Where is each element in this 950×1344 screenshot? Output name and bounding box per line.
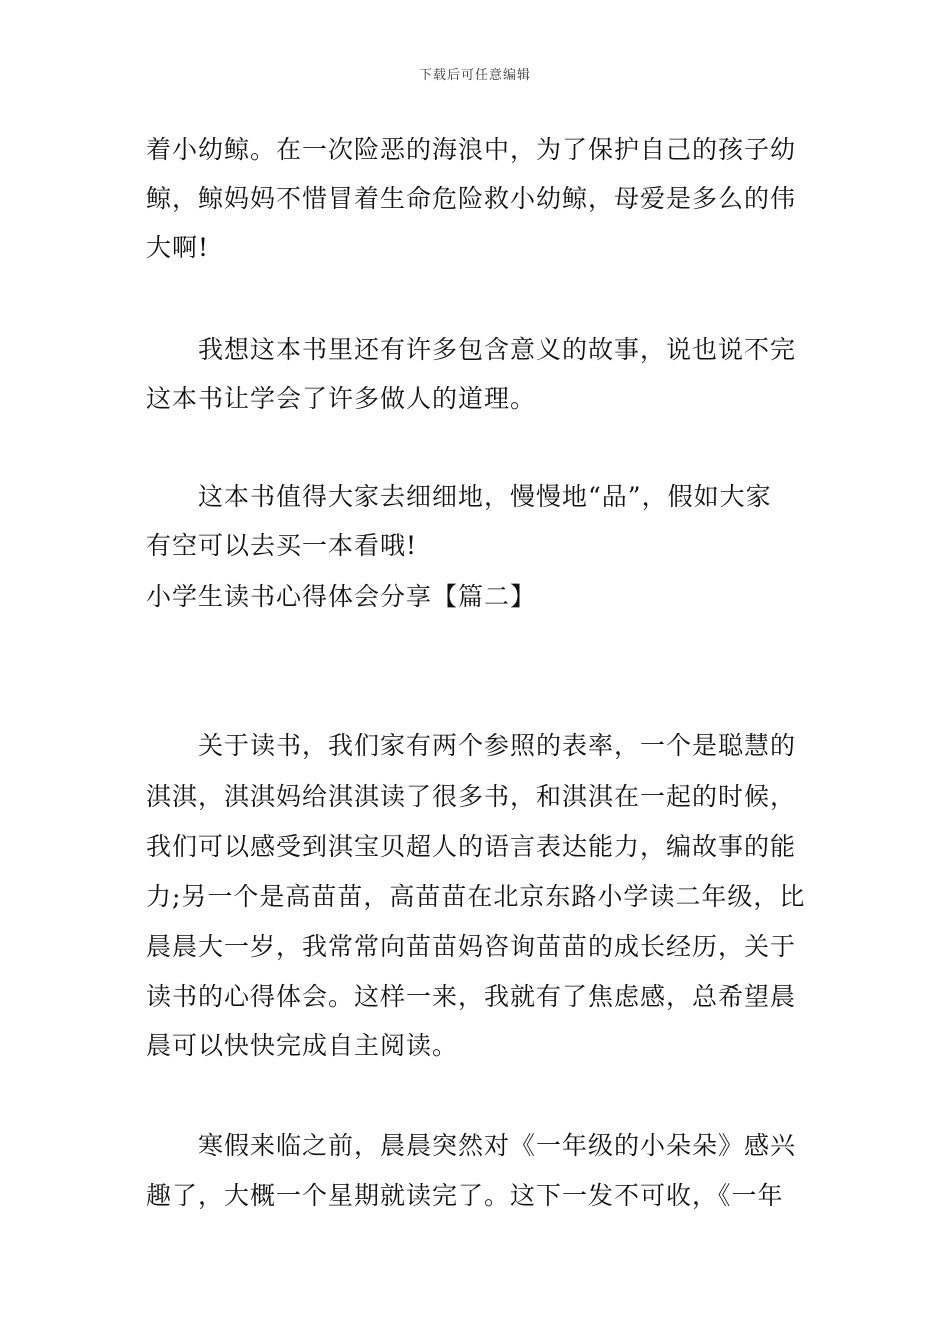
paragraph-line: 趣了，大概一个星期就读完了。这下一发不可收，《一年 (146, 1181, 784, 1210)
section-heading: 小学生读书心得体会分享【篇二】 (146, 582, 537, 611)
paragraph-line: 大啊! (146, 233, 210, 262)
paragraph-line: 我们可以感受到淇宝贝超人的语言表达能力，编故事的能 (146, 832, 797, 861)
paragraph-line: 晨晨大一岁，我常常向苗苗妈咨询苗苗的成长经历，关于 (146, 932, 797, 961)
paragraph-line: 寒假来临之前，晨晨突然对《一年级的小朵朵》感兴 (146, 1131, 797, 1160)
paragraph-line: 力;另一个是高苗苗，高苗苗在北京东路小学读二年级，比 (146, 882, 806, 911)
paragraph-line: 我想这本书里还有许多包含意义的故事，说也说不完 (146, 335, 797, 364)
paragraph-line: 读书的心得体会。这样一来，我就有了焦虑感，总希望晨 (146, 982, 797, 1011)
page-header: 下载后可任意编辑 (418, 68, 531, 83)
paragraph-line: 晨可以快快完成自主阅读。 (146, 1031, 459, 1060)
paragraph-line: 这本书让学会了许多做人的道理。 (146, 384, 537, 413)
paragraph-line: 关于读书，我们家有两个参照的表率，一个是聪慧的 (146, 731, 797, 760)
paragraph-line: 这本书值得大家去细细地，慢慢地“品”，假如大家 (146, 482, 772, 511)
paragraph-line: 鲸，鲸妈妈不惜冒着生命危险救小幼鲸，母爱是多么的伟 (146, 184, 797, 213)
paragraph-line: 着小幼鲸。在一次险恶的海浪中，为了保护自己的孩子幼 (146, 135, 797, 164)
paragraph-line: 淇淇，淇淇妈给淇淇读了很多书，和淇淇在一起的时候， (146, 782, 797, 811)
paragraph-line: 有空可以去买一本看哦! (146, 531, 418, 560)
